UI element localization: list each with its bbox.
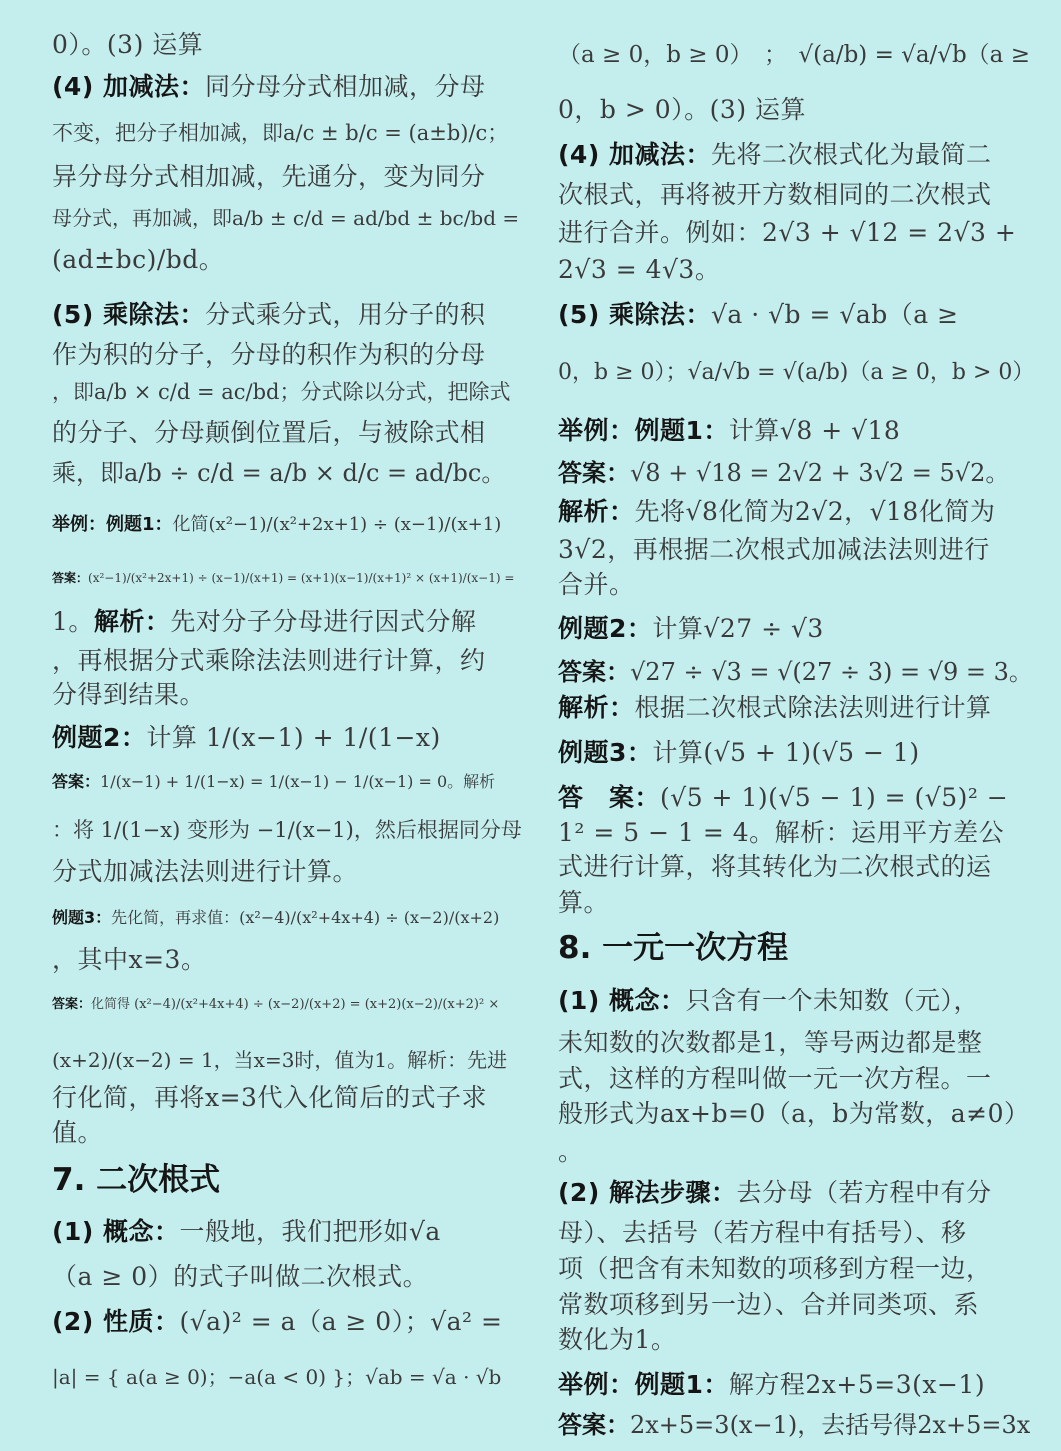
bold-label: (1) 概念： <box>558 986 686 1015</box>
line-text: ，其中x=3。 <box>52 945 207 974</box>
text-line <box>558 1290 979 1320</box>
line-text: √8 + √18 = 2√2 + 3√2 = 5√2。 <box>630 459 1010 487</box>
bold-label: 例题2： <box>558 614 653 643</box>
bold-label: (1) 概念： <box>52 1217 180 1246</box>
text-line <box>52 646 486 676</box>
line-text: 异分母分式相加减，先通分，变为同分 <box>52 162 486 191</box>
text-line <box>52 340 486 370</box>
line-text: 解方程2x+5=3(x−1) <box>728 1370 986 1399</box>
bold-label: 例题2： <box>52 723 147 752</box>
text-line <box>558 1410 1030 1440</box>
line-text: 1² = 5 − 1 = 4。解析：运用平方差公 <box>558 818 1005 847</box>
text-line <box>558 300 959 330</box>
text-line <box>52 1118 103 1148</box>
text-line <box>558 458 1009 488</box>
bold-label: 例题3： <box>558 738 653 767</box>
line-text: 常数项移到另一边）、合并同类项、系 <box>558 1290 980 1319</box>
text-line <box>558 693 992 723</box>
line-text: 进行合并。例如：2√3 + √12 = 2√3 + <box>558 218 1017 247</box>
text-line <box>558 1028 982 1058</box>
text-line <box>558 614 824 644</box>
text-line <box>52 30 203 60</box>
text-line <box>52 418 486 448</box>
text-line <box>52 245 224 275</box>
line-text: 化简(x²−1)/(x²+2x+1) ÷ (x−1)/(x+1) <box>172 514 502 535</box>
text-line <box>52 1045 507 1075</box>
line-text: 行化简，再将x=3代入化简后的式子求 <box>52 1083 487 1112</box>
text-line <box>52 203 519 233</box>
text-line <box>52 1262 428 1292</box>
line-text: 分式加减法法则进行计算。 <box>52 857 359 886</box>
bold-label: 答案： <box>558 1411 630 1439</box>
text-line <box>52 377 510 407</box>
bold-label: 答案： <box>558 658 630 686</box>
bold-label: 解析： <box>93 607 171 636</box>
line-prefix: 1。 <box>52 607 94 636</box>
text-line <box>558 783 1008 813</box>
line-text: 同分母分式相加减，分母 <box>204 72 486 101</box>
text-line <box>558 852 992 882</box>
bold-label: 答案： <box>52 571 89 585</box>
text-line <box>52 1217 441 1247</box>
line-text: ：将 1/(1−x) 变形为 −1/(x−1)，然后根据同分母 <box>52 818 522 842</box>
line-text: 次根式，再将被开方数相同的二次根式 <box>558 180 992 209</box>
bold-label: (2) 性质： <box>52 1307 180 1336</box>
line-text: 值。 <box>52 1118 104 1147</box>
line-text: 2√3 = 4√3。 <box>558 255 721 284</box>
line-text: 作为积的分子，分母的积作为积的分母 <box>52 340 486 369</box>
line-text: √27 ÷ √3 = √(27 ÷ 3) = √9 = 3。 <box>630 658 1033 686</box>
text-line <box>52 767 495 797</box>
text-line <box>52 903 499 933</box>
bold-label: 答案： <box>558 459 630 487</box>
text-line <box>558 255 720 285</box>
text-line <box>52 857 358 887</box>
text-line <box>558 1370 985 1400</box>
text-line <box>558 1137 584 1167</box>
bold-label: (4) 加减法： <box>52 72 205 101</box>
line-text: 不变，把分子相加减，即a/c ± b/c = (a±b)/c； <box>52 121 509 145</box>
line-text: (√a)² = a（a ≥ 0）；√a² = <box>179 1307 503 1336</box>
text-line <box>558 1218 967 1248</box>
text-line <box>558 1099 1029 1129</box>
line-text: 1/(x−1) + 1/(1−x) = 1/(x−1) − 1/(x−1) = 0。解析 <box>100 772 496 791</box>
bold-label: (2) 解法步骤： <box>558 1178 737 1207</box>
line-text: 3√2，再根据二次根式加减法法则进行 <box>558 535 990 564</box>
line-text: ，即a/b × c/d = ac/bd；分式除以分式，把除式 <box>52 380 511 404</box>
bold-label: 答案： <box>52 997 92 1012</box>
text-line <box>558 1178 991 1208</box>
line-text: 项（把含有未知数的项移到方程一边， <box>558 1254 992 1283</box>
line-text: 先将二次根式化为最简二 <box>710 140 992 169</box>
line-text: 一般地，我们把形如√a <box>179 1217 441 1246</box>
line-text: 计算(√5 + 1)(√5 − 1) <box>652 738 920 767</box>
line-text: 式进行计算，将其转化为二次根式的运 <box>558 852 992 881</box>
text-line <box>52 815 522 845</box>
section-heading: 8. 一元一次方程 <box>558 930 789 966</box>
line-text: √a · √b = √ab（a ≥ <box>710 300 959 329</box>
text-line <box>52 1083 487 1113</box>
line-text: 般形式为ax+b=0（a，b为常数，a≠0） <box>558 1099 1030 1128</box>
line-text: 先化简，再求值：(x²−4)/(x²+4x+4) ÷ (x−2)/(x+2) <box>111 908 500 927</box>
text-line <box>52 1307 502 1337</box>
line-text: 只含有一个未知数（元）， <box>685 986 979 1015</box>
bold-label: (4) 加减法： <box>558 140 711 169</box>
line-text: 母分式，再加减，即a/b ± c/d = ad/bd ± bc/bd = <box>52 206 520 230</box>
line-text: 0，b ≥ 0）；√a/√b = √(a/b)（a ≥ 0，b > 0） <box>558 360 1035 385</box>
text-line <box>558 535 990 565</box>
line-text: 计算 1/(x−1) + 1/(1−x) <box>146 723 441 752</box>
line-text: 化简得 (x²−4)/(x²+4x+4) ÷ (x−2)/(x+2) = (x+2)(x−2)/(x+2)² × <box>91 997 500 1012</box>
line-text: 分得到结果。 <box>52 680 206 709</box>
text-line <box>558 1254 992 1284</box>
bold-label: 举例：例题1： <box>558 1370 729 1399</box>
text-line <box>558 986 979 1016</box>
bold-label: 解析： <box>558 497 635 526</box>
bold-label: 举例：例题1： <box>558 416 729 445</box>
line-text: 数化为1。 <box>558 1325 677 1354</box>
text-line <box>558 738 920 768</box>
bold-label: 解析： <box>558 693 635 722</box>
text-line <box>52 510 501 540</box>
line-text: 合并。 <box>558 570 635 599</box>
text-line <box>52 563 514 593</box>
text-line <box>52 300 485 330</box>
text-line <box>52 1362 501 1392</box>
line-text: 根据二次根式除法法则进行计算 <box>634 693 992 722</box>
text-line <box>558 40 1030 70</box>
bold-label: 例题3： <box>52 908 112 927</box>
line-text: 分式乘分式，用分子的积 <box>204 300 486 329</box>
text-line <box>52 990 499 1020</box>
text-line <box>558 1064 992 1094</box>
line-text: ，再根据分式乘除法法则进行计算，约 <box>52 646 486 675</box>
text-line <box>558 416 900 446</box>
line-text: 2x+5=3(x−1)，去括号得2x+5=3x <box>630 1411 1031 1439</box>
section-heading: 7. 二次根式 <box>52 1162 221 1198</box>
line-text: 计算√8 + √18 <box>728 416 901 445</box>
line-text: 先将√8化简为2√2，√18化简为 <box>634 497 996 526</box>
line-text: 计算√27 ÷ √3 <box>652 614 824 643</box>
text-line <box>52 680 205 710</box>
bold-label: (5) 乘除法： <box>558 300 711 329</box>
line-text: 算。 <box>558 888 610 917</box>
text-line <box>52 945 206 975</box>
line-text: 。 <box>558 1137 584 1166</box>
text-line <box>558 570 635 600</box>
line-text: （a ≥ 0）的式子叫做二次根式。 <box>52 1262 429 1291</box>
line-text: 去分母（若方程中有分 <box>736 1178 992 1207</box>
bold-label: 答案： <box>52 772 101 791</box>
text-line <box>558 358 1034 388</box>
text-line <box>558 1325 676 1355</box>
line-text: 乘，即a/b ÷ c/d = a/b × d/c = ad/bc。 <box>52 459 506 487</box>
line-text: （a ≥ 0，b ≥ 0） ； √(a/b) = √a/√b（a ≥ <box>558 42 1030 68</box>
text-line <box>558 888 609 918</box>
line-text: 0）。(3) 运算 <box>52 30 204 59</box>
line-text: |a| = { a(a ≥ 0)；−a(a < 0) }；√ab = √a · √b <box>52 1365 502 1389</box>
text-line <box>558 818 1004 848</box>
text-line <box>52 162 486 192</box>
line-text: (ad±bc)/bd。 <box>52 245 225 274</box>
text-line <box>52 607 476 637</box>
text-line <box>558 657 1033 687</box>
line-text: 的分子、分母颠倒位置后，与被除式相 <box>52 418 486 447</box>
text-line <box>52 723 441 753</box>
line-text: (x²−1)/(x²+2x+1) ÷ (x−1)/(x+1) = (x+1)(x−1)/(x+1)² × (x+1)/(x−1) = <box>88 571 515 585</box>
text-line <box>558 180 992 210</box>
text-line <box>558 497 995 527</box>
line-text: 未知数的次数都是1，等号两边都是整 <box>558 1028 983 1057</box>
bold-label: 答 案： <box>558 783 661 812</box>
line-text: 式，这样的方程叫做一元一次方程。一 <box>558 1064 992 1093</box>
text-line <box>52 118 508 148</box>
line-text: 0，b > 0）。(3) 运算 <box>558 95 807 124</box>
text-line <box>558 95 806 125</box>
text-line <box>558 218 1016 248</box>
bold-label: 举例：例题1： <box>52 514 173 535</box>
line-text: (√5 + 1)(√5 − 1) = (√5)² − <box>660 783 1009 812</box>
line-text: (x+2)/(x−2) = 1，当x=3时，值为1。解析：先进 <box>52 1048 508 1072</box>
text-line <box>52 458 505 488</box>
text-line <box>52 72 485 102</box>
text-line <box>558 140 991 170</box>
line-text: 先对分子分母进行因式分解 <box>170 607 477 636</box>
line-text: 母）、去括号（若方程中有括号）、移 <box>558 1218 967 1247</box>
bold-label: (5) 乘除法： <box>52 300 205 329</box>
